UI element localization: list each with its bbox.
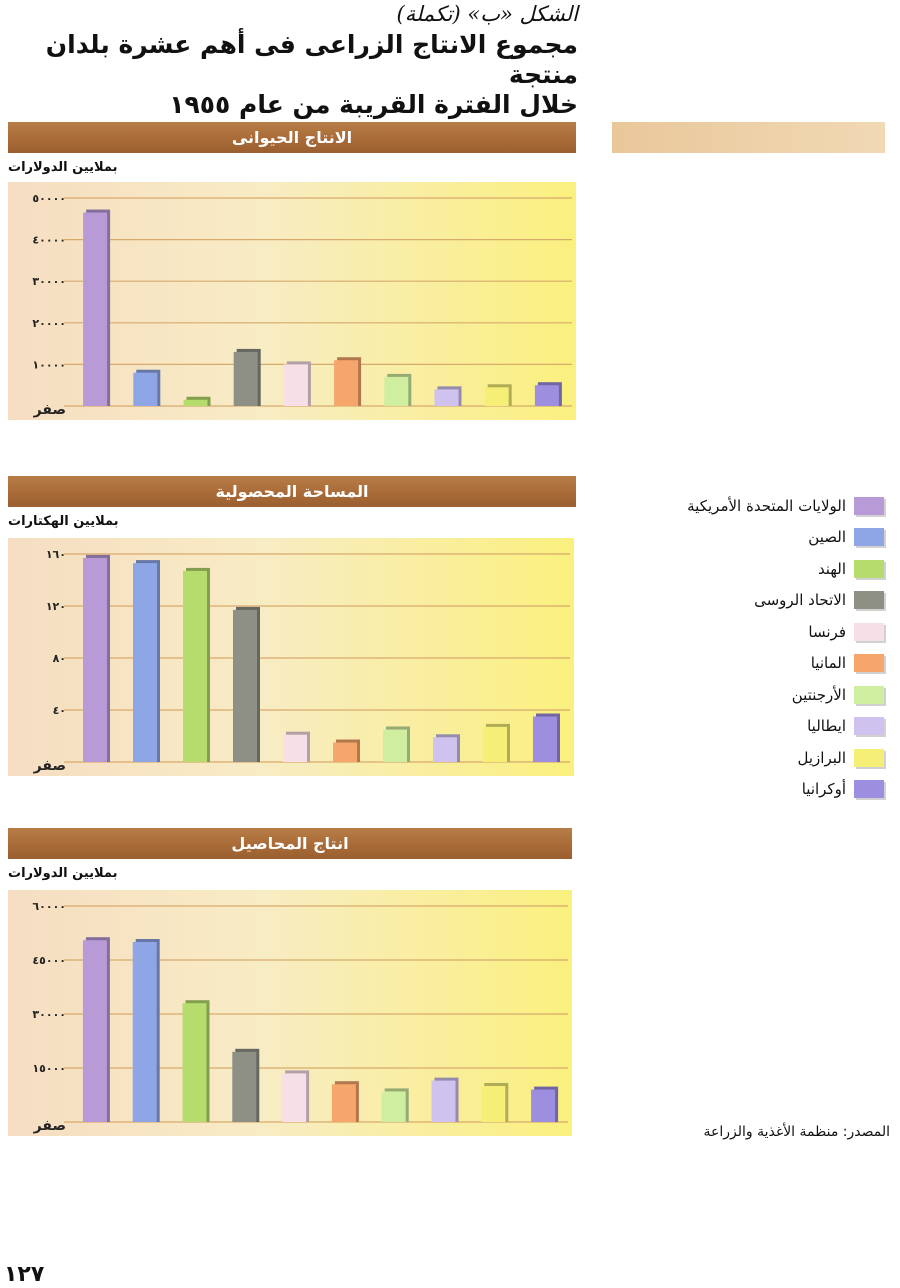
bar	[332, 1084, 356, 1122]
bar	[183, 571, 207, 762]
legend-label: الولايات المتحدة الأمريكية	[687, 496, 846, 515]
y-tick-label: صفر	[33, 1118, 66, 1134]
legend-item	[612, 648, 884, 680]
y-tick-label: ٥٠٠٠٠	[32, 192, 66, 205]
bar	[283, 735, 307, 762]
chart-title-crop-production: انتاج المحاصيل	[8, 828, 572, 859]
chart-title-cropped-area: المساحة المحصولية	[8, 476, 576, 507]
legend-swatch	[854, 654, 884, 672]
chart-title-animal-production: الانتاج الحيوانى	[8, 122, 576, 153]
legend-item	[612, 679, 884, 711]
bar	[83, 940, 107, 1122]
bar	[382, 1091, 406, 1122]
chart-2-unit-label: بملايين الهكتارات	[8, 514, 119, 529]
legend-swatch	[854, 623, 884, 641]
bar	[533, 717, 557, 763]
bar	[83, 213, 107, 406]
y-tick-label: ٤٥٠٠٠	[32, 954, 66, 967]
bar	[284, 364, 308, 406]
y-tick-label: ٣٠٠٠٠	[32, 1008, 66, 1021]
legend-item	[612, 585, 884, 617]
legend-swatch	[854, 717, 884, 735]
legend-swatch	[854, 497, 884, 515]
legend-swatch	[854, 749, 884, 767]
title-line-1: مجموع الانتاج الزراعى فى أهم عشرة بلدان منتجة	[45, 30, 578, 89]
bar	[435, 389, 459, 406]
bar	[481, 1086, 505, 1122]
legend-item	[612, 616, 884, 648]
y-tick-label: ٢٠٠٠٠	[32, 316, 66, 330]
figure-label: الشكل «ب» (تكملة)	[396, 2, 578, 26]
legend-item	[612, 490, 884, 522]
title-line-2: خلال الفترة القريبة من عام ١٩٥٥	[169, 90, 578, 119]
legend-label: الهند	[817, 559, 846, 578]
bar	[383, 730, 407, 763]
legend-item	[612, 553, 884, 585]
legend-swatch	[854, 560, 884, 578]
bar	[432, 1081, 456, 1122]
bar	[483, 727, 507, 762]
legend-item	[612, 522, 884, 554]
legend-swatch	[854, 591, 884, 609]
bar	[133, 563, 157, 762]
bar	[183, 1003, 207, 1122]
y-tick-label: ١٠٠٠٠	[32, 358, 66, 372]
legend-label: المانيا	[810, 654, 846, 673]
legend-label: فرنسا	[808, 622, 846, 641]
page-title	[20, 30, 578, 120]
y-tick-label: صفر	[33, 402, 66, 418]
bar	[334, 360, 358, 406]
y-tick-label: ٤٠	[52, 704, 66, 717]
legend-label: أوكرانيا	[801, 780, 846, 799]
legend-header-band	[612, 122, 885, 153]
legend-item	[612, 774, 884, 806]
legend-swatch	[854, 528, 884, 546]
page-number: ١٢٧	[4, 1262, 45, 1287]
legend-item	[612, 711, 884, 743]
y-tick-label: ١٢٠	[45, 600, 66, 613]
legend	[612, 490, 884, 805]
y-tick-label: ٣٠٠٠٠	[32, 275, 66, 289]
bar	[83, 558, 107, 762]
bar	[535, 385, 559, 406]
chart-cropped-area	[8, 538, 574, 776]
chart-crop-production	[8, 890, 572, 1136]
chart-animal-production	[8, 182, 576, 420]
bar	[184, 400, 208, 406]
bar	[133, 373, 157, 406]
legend-label: الاتحاد الروسى	[754, 591, 846, 610]
bar	[232, 1052, 256, 1122]
legend-item	[612, 742, 884, 774]
bar	[133, 942, 157, 1122]
legend-label: البرازيل	[797, 748, 846, 767]
bar	[282, 1073, 306, 1122]
bar	[233, 610, 257, 762]
chart-3-unit-label: بملايين الدولارات	[8, 866, 118, 881]
y-tick-label: صفر	[33, 758, 66, 774]
legend-swatch	[854, 780, 884, 798]
bar	[485, 387, 509, 406]
legend-label: الأرجنتين	[791, 685, 846, 704]
chart-1-unit-label: بملايين الدولارات	[8, 160, 118, 175]
bar	[234, 352, 258, 406]
bar	[384, 377, 408, 406]
y-tick-label: ٤٠٠٠٠	[32, 233, 66, 247]
bar	[433, 737, 457, 762]
y-tick-label: ٦٠٠٠٠	[32, 900, 66, 913]
y-tick-label: ١٦٠	[45, 548, 66, 561]
legend-label: ايطاليا	[807, 717, 846, 736]
bar	[333, 743, 357, 763]
y-tick-label: ٨٠	[52, 652, 66, 665]
legend-swatch	[854, 686, 884, 704]
source-note: المصدر: منظمة الأغذية والزراعة	[703, 1124, 890, 1140]
bar	[531, 1090, 555, 1122]
legend-label: الصين	[808, 528, 846, 547]
y-tick-label: ١٥٠٠٠	[32, 1062, 66, 1075]
